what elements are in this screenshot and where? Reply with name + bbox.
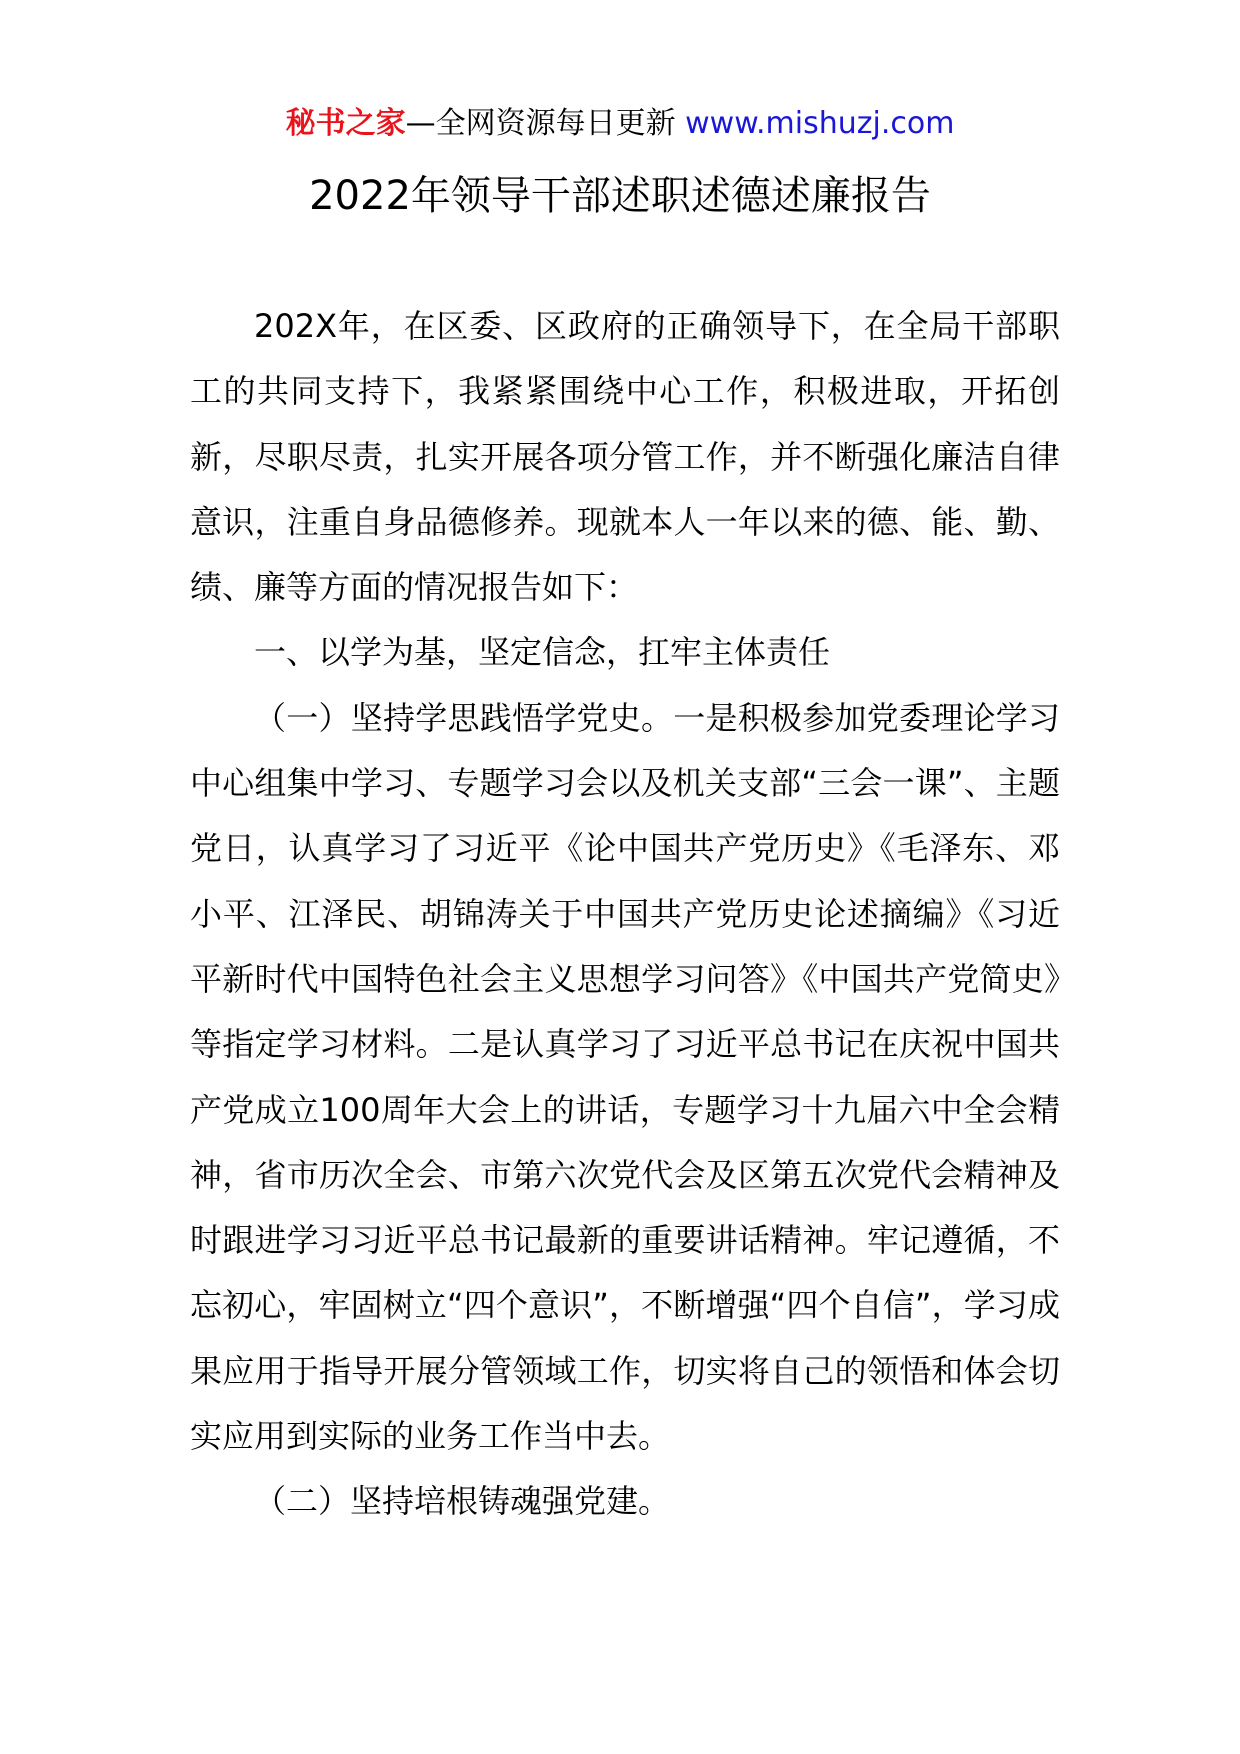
intro-paragraph: 202X年，在区委、区政府的正确领导下，在全局干部职工的共同支持下，我紧紧围绕中心工作，积极进取，开拓创新，尽职尽责，扎实开展各项分管工作，并不断强化廉洁自律意识，注重自身品德修养。现就本人一年以来的德、能、勤、绩、廉等方面的情况报告如下： bbox=[190, 307, 1060, 607]
site-brand-name: 秘书之家 bbox=[285, 106, 406, 141]
subsection-heading-2: （二）坚持培根铸魂强党建。 bbox=[254, 1482, 671, 1521]
site-tagline: —全网资源每日更新 bbox=[405, 106, 686, 141]
subsection-paragraph-1: （一）坚持学思践悟学党史。一是积极参加党委理论学习中心组集中学习、专题学习会以及机关支部“三会一课”、主题党日，认真学习了习近平《论中国共产党历史》《毛泽东、邓小平、江泽民、胡锦涛关于中国共产党历史论述摘编》《习近平新时代中国特色社会主义思想学习问答》《中国共产党简史》等指定学习材料。二是认真学习了习近平总书记在庆祝中国共产党成立100周年大会上的讲话，专题学习十九届六中全会精神，省市历次全会、市第六次党代会及区第五次党代会精神及时跟进学习习近平总书记最新的重要讲话精神。牢记遵循，不忘初心，牢固树立“四个意识”，不断增强“四个自信”，学习成果应用于指导开展分管领域工作，切实将自己的领悟和体会切实应用到实际的业务工作当中去。 bbox=[190, 698, 1060, 1456]
site-header bbox=[0, 100, 1240, 148]
site-url-link[interactable]: www.mishuzj.com bbox=[685, 106, 955, 141]
document-title: 2022年领导干部述职述德述廉报告 bbox=[309, 173, 931, 219]
section-heading-1: 一、以学为基，坚定信念，扛牢主体责任 bbox=[254, 633, 831, 672]
document-body bbox=[190, 294, 1060, 1535]
